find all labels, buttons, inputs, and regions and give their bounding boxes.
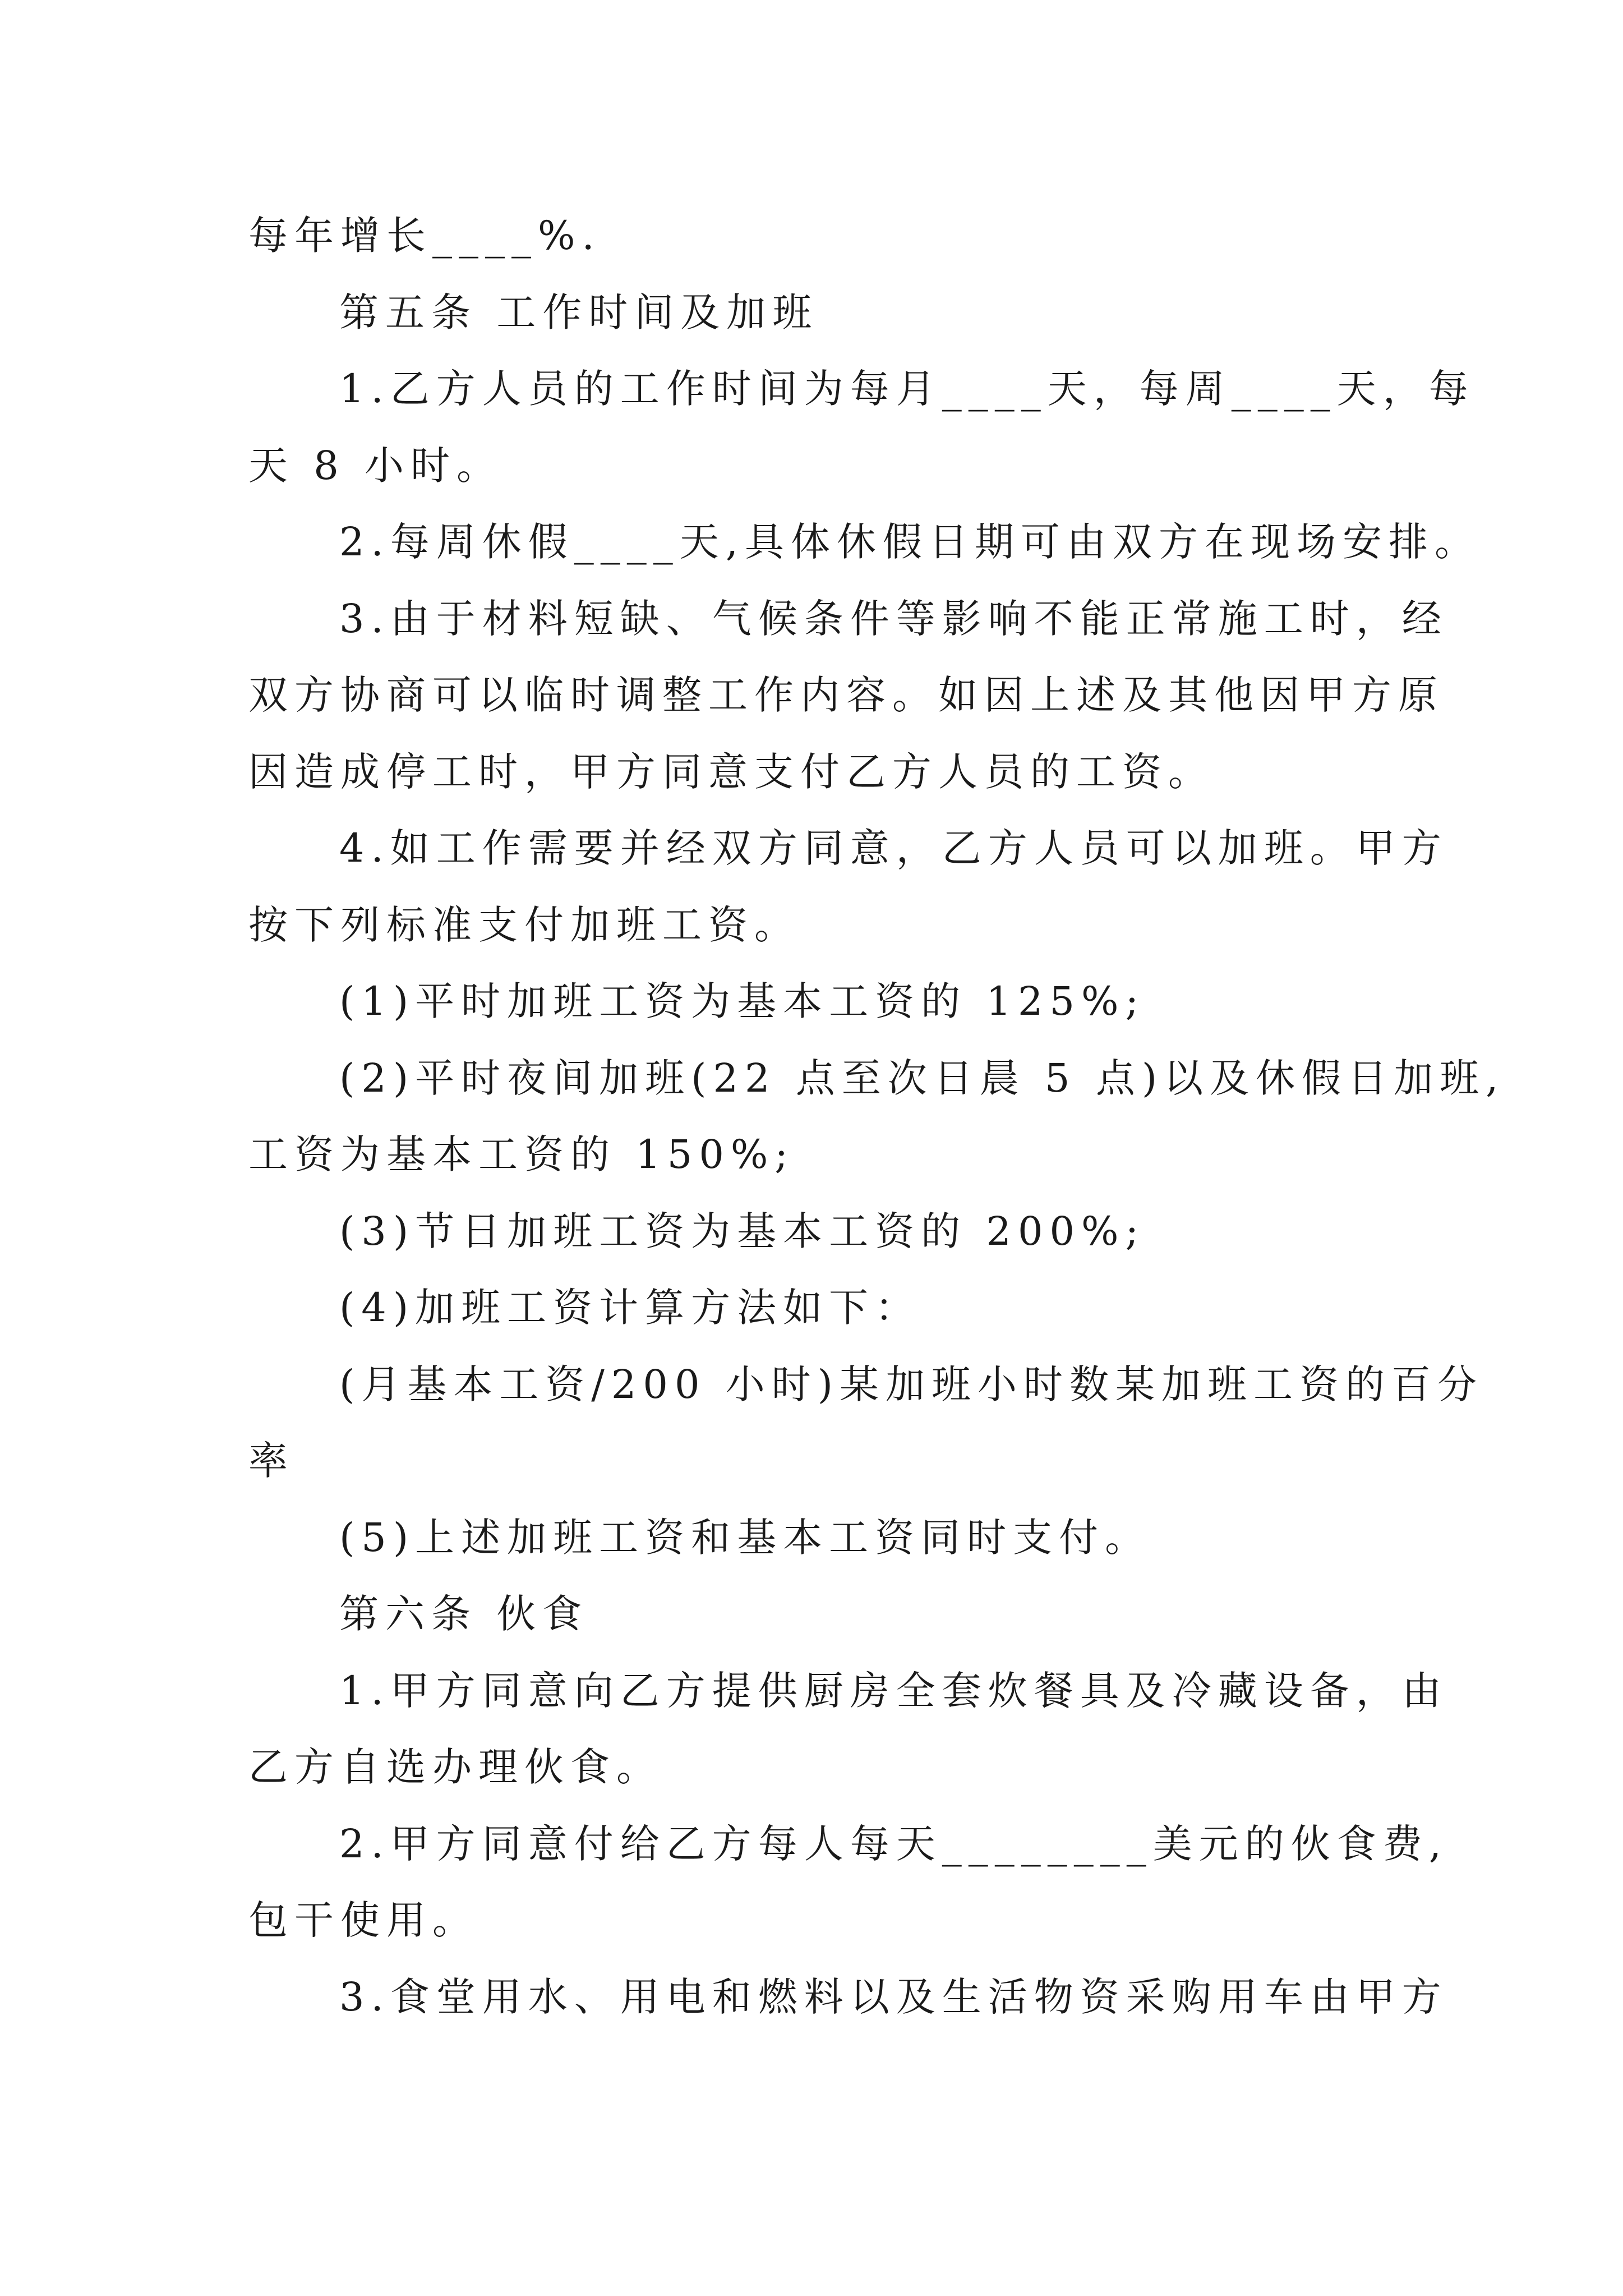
section-heading: 第六条 伙食 [339, 1591, 589, 1637]
text-line: (月基本工资/200 小时)某加班小时数某加班工资的百分 [339, 1361, 1484, 1407]
text-line: (2)平时夜间加班(22 点至次日晨 5 点)以及休假日加班, [339, 1055, 1505, 1101]
text-line: 4.如工作需要并经双方同意，乙方人员可以加班。甲方 [339, 825, 1448, 871]
text-line: 工资为基本工资的 150%; [248, 1131, 795, 1177]
text-line: 2.每周休假____天,具体休假日期可由双方在现场安排。 [339, 519, 1481, 565]
text-line: 包干使用。 [248, 1897, 478, 1943]
text-line: 按下列标准支付加班工资。 [248, 901, 800, 948]
text-line: 1.乙方人员的工作时间为每月____天，每周____天，每 [339, 366, 1475, 412]
text-line: 每年增长____%. [248, 213, 601, 259]
text-line: 天 8 小时。 [248, 442, 503, 489]
text-line: 2.甲方同意付给乙方每人每天________美元的伙食费, [339, 1820, 1449, 1867]
text-line: (3)节日加班工资为基本工资的 200%; [339, 1208, 1146, 1254]
text-line: (5)上述加班工资和基本工资同时支付。 [339, 1514, 1151, 1561]
text-line: (1)平时加班工资为基本工资的 125%; [339, 978, 1146, 1024]
text-line: 乙方自选办理伙食。 [248, 1744, 662, 1790]
text-line: 双方协商可以临时调整工作内容。如因上述及其他因甲方原 [248, 672, 1444, 718]
text-line: 3.由于材料短缺、气候条件等影响不能正常施工时，经 [339, 595, 1448, 642]
text-line: 率 [248, 1438, 294, 1484]
text-line: 1.甲方同意向乙方提供厨房全套炊餐具及冷藏设备，由 [339, 1667, 1448, 1714]
text-line: 因造成停工时，甲方同意支付乙方人员的工资。 [248, 748, 1214, 795]
document-body [248, 197, 1505, 2035]
text-line: (4)加班工资计算方法如下： [339, 1285, 921, 1331]
text-line: 3.食堂用水、用电和燃料以及生活物资采购用车由甲方 [339, 1973, 1448, 2020]
section-heading: 第五条 工作时间及加班 [339, 289, 819, 335]
